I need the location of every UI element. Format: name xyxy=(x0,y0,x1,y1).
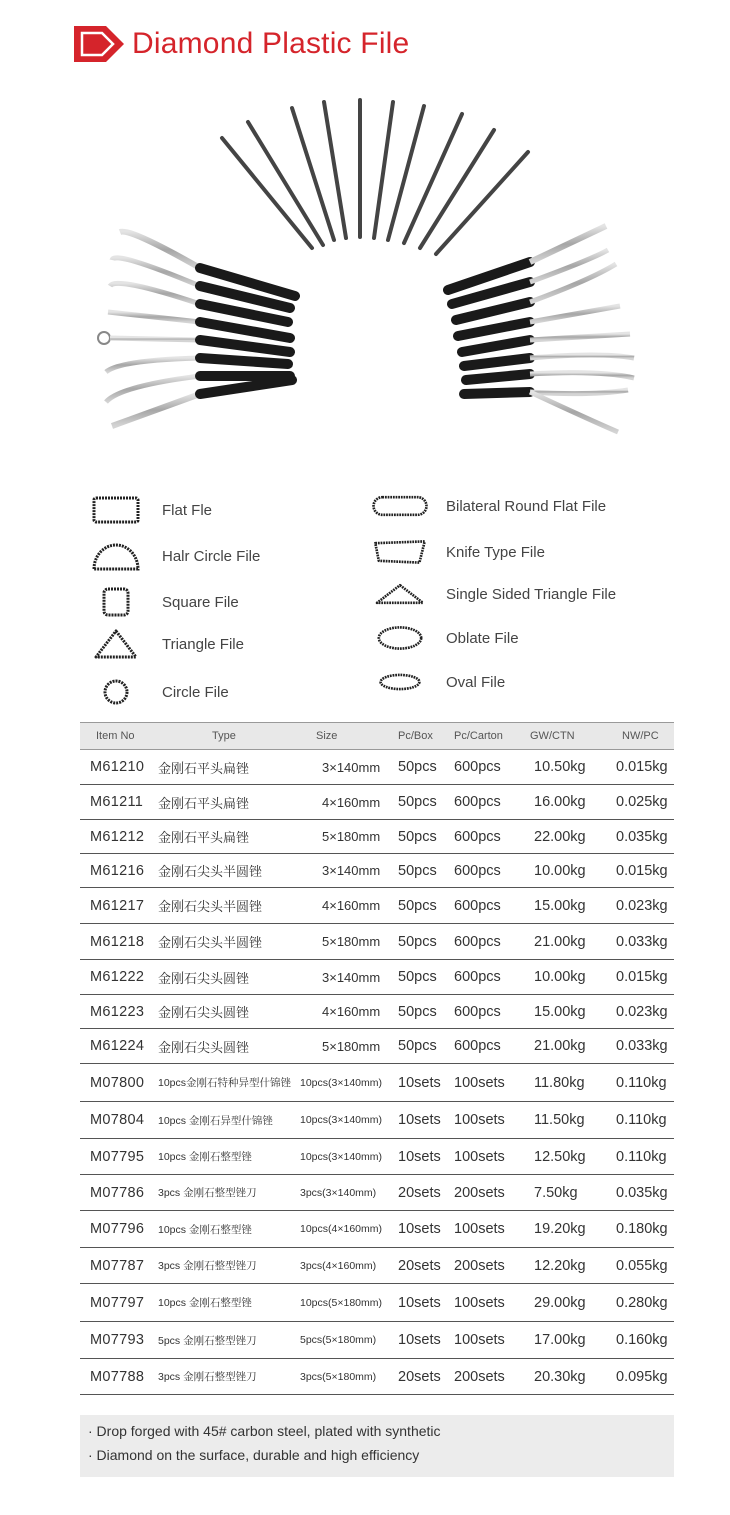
cell-item-no: M61222 xyxy=(80,960,156,995)
legend-item xyxy=(86,492,212,528)
table-row xyxy=(80,924,674,960)
table-row xyxy=(80,750,674,785)
header-pc-box: Pc/Box xyxy=(392,723,452,750)
half-circle-file-icon xyxy=(86,538,146,574)
header-size: Size xyxy=(296,723,392,750)
notes-box xyxy=(80,1415,674,1477)
cell-pc-carton: 100sets xyxy=(452,1322,524,1359)
legend-label: Triangle File xyxy=(162,635,244,653)
table-row xyxy=(80,1284,674,1322)
table-row xyxy=(80,1175,674,1211)
single-sided-triangle-file-icon xyxy=(370,576,430,612)
cell-size: 5×180mm xyxy=(296,1029,392,1064)
cell-item-no: M61224 xyxy=(80,1029,156,1064)
table-row xyxy=(80,995,674,1029)
legend-item xyxy=(370,664,505,700)
table-row xyxy=(80,1064,674,1102)
cell-gw-ctn: 20.30kg xyxy=(524,1359,602,1395)
cell-pc-carton: 600pcs xyxy=(452,960,524,995)
cell-size: 10pcs(5×180mm) xyxy=(296,1284,392,1322)
cell-nw-pc: 0.015kg xyxy=(602,960,674,995)
cell-pc-carton: 600pcs xyxy=(452,1029,524,1064)
cell-item-no: M07787 xyxy=(80,1248,156,1284)
cell-pc-box: 20sets xyxy=(392,1359,452,1395)
cell-nw-pc: 0.023kg xyxy=(602,888,674,924)
cell-size: 3pcs(3×140mm) xyxy=(296,1175,392,1211)
cell-nw-pc: 0.280kg xyxy=(602,1284,674,1322)
cell-type: 金刚石尖头圆锉 xyxy=(156,995,296,1029)
cell-nw-pc: 0.160kg xyxy=(602,1322,674,1359)
cell-gw-ctn: 11.80kg xyxy=(524,1064,602,1102)
legend-item xyxy=(86,626,244,662)
cell-type: 金刚石尖头半圆锉 xyxy=(156,924,296,960)
legend-label: Flat Fle xyxy=(162,501,213,519)
cell-type: 10pcs 金刚石整型锉 xyxy=(156,1139,296,1175)
cell-pc-carton: 600pcs xyxy=(452,924,524,960)
table-row xyxy=(80,1248,674,1284)
legend-label: Bilateral Round Flat File xyxy=(446,497,607,515)
circle-file-icon xyxy=(86,674,146,710)
needle-files xyxy=(222,100,528,254)
cell-size: 10pcs(3×140mm) xyxy=(296,1102,392,1139)
table-row xyxy=(80,820,674,854)
cell-item-no: M07788 xyxy=(80,1359,156,1395)
cell-pc-carton: 200sets xyxy=(452,1248,524,1284)
legend-item xyxy=(370,620,519,656)
cell-size: 5×180mm xyxy=(296,924,392,960)
table-row xyxy=(80,1322,674,1359)
cell-pc-carton: 600pcs xyxy=(452,820,524,854)
cell-gw-ctn: 15.00kg xyxy=(524,888,602,924)
table-header-row xyxy=(80,723,674,750)
cell-item-no: M61218 xyxy=(80,924,156,960)
cell-type: 金刚石尖头圆锉 xyxy=(156,1029,296,1064)
cell-gw-ctn: 15.00kg xyxy=(524,995,602,1029)
table-row xyxy=(80,785,674,820)
cell-type: 10pcs 金刚石异型什锦锉 xyxy=(156,1102,296,1139)
cell-nw-pc: 0.110kg xyxy=(602,1102,674,1139)
legend-item xyxy=(370,488,606,524)
cell-gw-ctn: 21.00kg xyxy=(524,1029,602,1064)
cell-item-no: M07786 xyxy=(80,1175,156,1211)
cell-item-no: M61211 xyxy=(80,785,156,820)
legend-item xyxy=(86,584,239,620)
product-image xyxy=(90,90,650,440)
cell-pc-carton: 600pcs xyxy=(452,750,524,785)
cell-type: 5pcs 金刚石整型锉刀 xyxy=(156,1322,296,1359)
cell-pc-box: 50pcs xyxy=(392,995,452,1029)
cell-type: 10pcs 金刚石整型锉 xyxy=(156,1284,296,1322)
cell-item-no: M07800 xyxy=(80,1064,156,1102)
right-file-cluster xyxy=(448,226,634,432)
legend-label: Oval File xyxy=(446,673,506,691)
cell-pc-box: 20sets xyxy=(392,1175,452,1211)
cell-item-no: M07795 xyxy=(80,1139,156,1175)
cell-gw-ctn: 17.00kg xyxy=(524,1322,602,1359)
cell-gw-ctn: 12.20kg xyxy=(524,1248,602,1284)
cell-pc-box: 10sets xyxy=(392,1102,452,1139)
cell-size: 5×180mm xyxy=(296,820,392,854)
cell-nw-pc: 0.035kg xyxy=(602,820,674,854)
table-row xyxy=(80,1029,674,1064)
legend-label: Single Sided Triangle File xyxy=(446,585,617,603)
cell-pc-box: 50pcs xyxy=(392,1029,452,1064)
header-gw-ctn: GW/CTN xyxy=(524,723,602,750)
cell-size: 3pcs(4×160mm) xyxy=(296,1248,392,1284)
oblate-file-icon xyxy=(370,620,430,656)
cell-nw-pc: 0.015kg xyxy=(602,854,674,888)
cell-type: 金刚石平头扁锉 xyxy=(156,750,296,785)
file-shape-legend xyxy=(80,478,675,716)
cell-size: 3×140mm xyxy=(296,750,392,785)
cell-size: 3×140mm xyxy=(296,854,392,888)
cell-type: 金刚石尖头半圆锉 xyxy=(156,888,296,924)
cell-type: 金刚石平头扁锉 xyxy=(156,785,296,820)
cell-gw-ctn: 12.50kg xyxy=(524,1139,602,1175)
header-nw-pc: NW/PC xyxy=(602,723,674,750)
cell-item-no: M61223 xyxy=(80,995,156,1029)
cell-pc-box: 10sets xyxy=(392,1284,452,1322)
cell-type: 10pcs金刚石特种异型什锦锉 xyxy=(156,1064,296,1102)
cell-item-no: M61217 xyxy=(80,888,156,924)
cell-size: 4×160mm xyxy=(296,995,392,1029)
cell-pc-box: 50pcs xyxy=(392,785,452,820)
cell-pc-box: 10sets xyxy=(392,1211,452,1248)
cell-type: 金刚石平头扁锉 xyxy=(156,820,296,854)
table-row xyxy=(80,1211,674,1248)
cell-nw-pc: 0.095kg xyxy=(602,1359,674,1395)
cell-pc-carton: 600pcs xyxy=(452,888,524,924)
cell-pc-box: 20sets xyxy=(392,1248,452,1284)
table-row xyxy=(80,1359,674,1395)
cell-size: 3×140mm xyxy=(296,960,392,995)
table-row xyxy=(80,888,674,924)
cell-pc-box: 10sets xyxy=(392,1139,452,1175)
cell-gw-ctn: 11.50kg xyxy=(524,1102,602,1139)
cell-gw-ctn: 7.50kg xyxy=(524,1175,602,1211)
legend-item xyxy=(86,538,260,574)
note-line: · Drop forged with 45# carbon steel, plated with synthetic xyxy=(88,1423,441,1439)
cell-pc-carton: 100sets xyxy=(452,1284,524,1322)
cell-gw-ctn: 16.00kg xyxy=(524,785,602,820)
cell-pc-box: 50pcs xyxy=(392,960,452,995)
cell-nw-pc: 0.025kg xyxy=(602,785,674,820)
cell-gw-ctn: 19.20kg xyxy=(524,1211,602,1248)
cell-gw-ctn: 29.00kg xyxy=(524,1284,602,1322)
cell-size: 5pcs(5×180mm) xyxy=(296,1322,392,1359)
cell-pc-carton: 600pcs xyxy=(452,785,524,820)
cell-pc-box: 50pcs xyxy=(392,854,452,888)
cell-item-no: M61216 xyxy=(80,854,156,888)
oval-file-icon xyxy=(370,664,430,700)
cell-item-no: M61212 xyxy=(80,820,156,854)
cell-gw-ctn: 10.00kg xyxy=(524,854,602,888)
header-pc-carton: Pc/Carton xyxy=(452,723,524,750)
cell-pc-carton: 200sets xyxy=(452,1175,524,1211)
cell-nw-pc: 0.015kg xyxy=(602,750,674,785)
red-arrow-icon xyxy=(72,22,128,66)
legend-item xyxy=(86,674,229,710)
cell-pc-box: 50pcs xyxy=(392,924,452,960)
cell-nw-pc: 0.033kg xyxy=(602,1029,674,1064)
cell-pc-carton: 100sets xyxy=(452,1211,524,1248)
legend-label: Circle File xyxy=(162,683,229,701)
cell-item-no: M07797 xyxy=(80,1284,156,1322)
legend-item xyxy=(370,576,616,612)
bilateral-round-flat-file-icon xyxy=(370,488,430,524)
cell-type: 3pcs 金刚石整型锉刀 xyxy=(156,1175,296,1211)
cell-gw-ctn: 22.00kg xyxy=(524,820,602,854)
cell-size: 4×160mm xyxy=(296,888,392,924)
cell-pc-carton: 100sets xyxy=(452,1139,524,1175)
cell-type: 金刚石尖头圆锉 xyxy=(156,960,296,995)
cell-pc-carton: 600pcs xyxy=(452,995,524,1029)
cell-pc-carton: 200sets xyxy=(452,1359,524,1395)
note-line: · Diamond on the surface, durable and high efficiency xyxy=(88,1447,420,1463)
cell-gw-ctn: 10.50kg xyxy=(524,750,602,785)
table-row xyxy=(80,854,674,888)
cell-size: 3pcs(5×180mm) xyxy=(296,1359,392,1395)
cell-nw-pc: 0.033kg xyxy=(602,924,674,960)
cell-size: 10pcs(3×140mm) xyxy=(296,1139,392,1175)
cell-nw-pc: 0.055kg xyxy=(602,1248,674,1284)
cell-type: 金刚石尖头半圆锉 xyxy=(156,854,296,888)
cell-type: 10pcs 金刚石整型锉 xyxy=(156,1211,296,1248)
cell-pc-carton: 600pcs xyxy=(452,854,524,888)
cell-pc-box: 50pcs xyxy=(392,820,452,854)
cell-size: 10pcs(3×140mm) xyxy=(296,1064,392,1102)
cell-pc-box: 50pcs xyxy=(392,888,452,924)
cell-pc-box: 50pcs xyxy=(392,750,452,785)
cell-pc-box: 10sets xyxy=(392,1064,452,1102)
cell-item-no: M61210 xyxy=(80,750,156,785)
spec-table xyxy=(80,722,674,1395)
legend-label: Knife Type File xyxy=(446,543,545,561)
cell-type: 3pcs 金刚石整型锉刀 xyxy=(156,1359,296,1395)
cell-item-no: M07793 xyxy=(80,1322,156,1359)
legend-item xyxy=(370,534,545,570)
legend-label: Oblate File xyxy=(446,629,519,647)
table-row xyxy=(80,960,674,995)
cell-gw-ctn: 10.00kg xyxy=(524,960,602,995)
cell-size: 10pcs(4×160mm) xyxy=(296,1211,392,1248)
flat-file-icon xyxy=(86,492,146,528)
page-header xyxy=(72,22,409,66)
knife-type-file-icon xyxy=(370,534,430,570)
cell-item-no: M07796 xyxy=(80,1211,156,1248)
cell-nw-pc: 0.110kg xyxy=(602,1139,674,1175)
legend-label: Halr Circle File xyxy=(162,547,261,565)
cell-pc-carton: 100sets xyxy=(452,1102,524,1139)
triangle-file-icon xyxy=(86,626,146,662)
cell-nw-pc: 0.035kg xyxy=(602,1175,674,1211)
cell-nw-pc: 0.110kg xyxy=(602,1064,674,1102)
table-row xyxy=(80,1102,674,1139)
legend-label: Square File xyxy=(162,593,239,611)
cell-nw-pc: 0.180kg xyxy=(602,1211,674,1248)
cell-gw-ctn: 21.00kg xyxy=(524,924,602,960)
header-item-no: Item No xyxy=(80,723,156,750)
page-title: Diamond Plastic File xyxy=(132,27,410,60)
cell-pc-carton: 100sets xyxy=(452,1064,524,1102)
square-file-icon xyxy=(86,584,146,620)
cell-type: 3pcs 金刚石整型锉刀 xyxy=(156,1248,296,1284)
cell-size: 4×160mm xyxy=(296,785,392,820)
cell-pc-box: 10sets xyxy=(392,1322,452,1359)
left-file-cluster xyxy=(98,232,295,426)
cell-item-no: M07804 xyxy=(80,1102,156,1139)
table-row xyxy=(80,1139,674,1175)
header-type: Type xyxy=(156,723,296,750)
cell-nw-pc: 0.023kg xyxy=(602,995,674,1029)
